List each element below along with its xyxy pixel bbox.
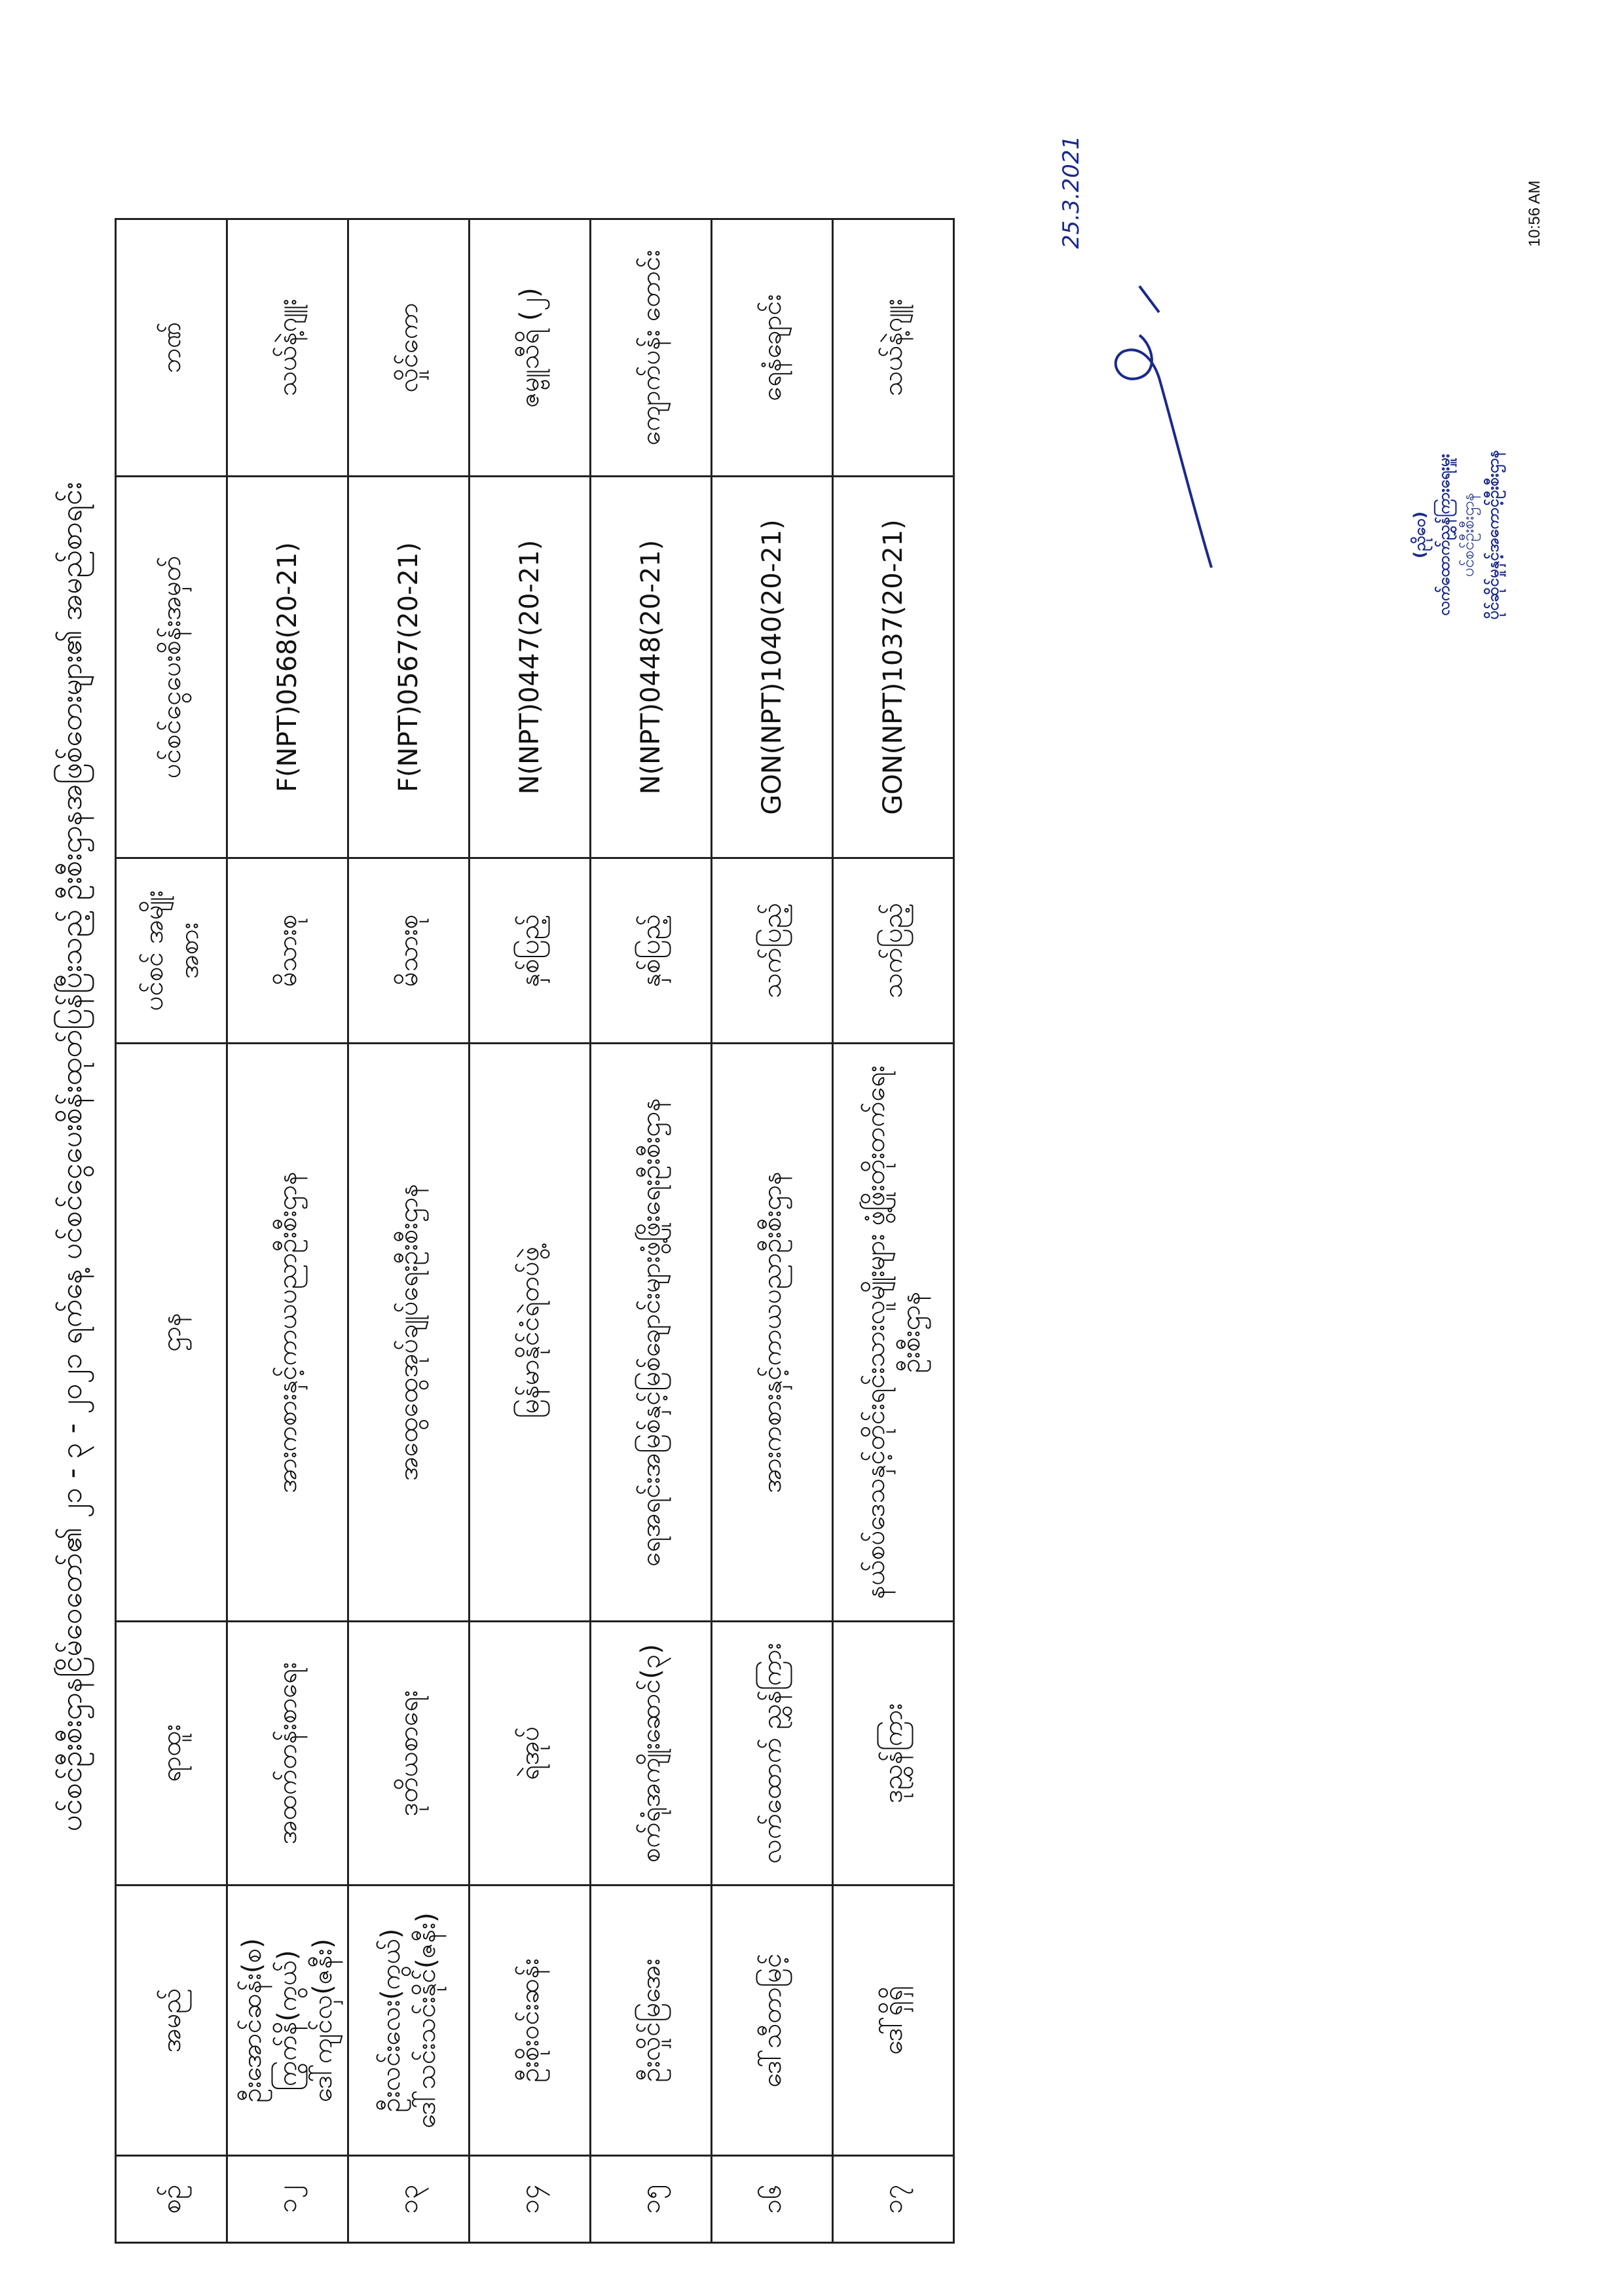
header-bank: ဘဏ်	[116, 219, 227, 477]
table-header-row	[116, 219, 227, 2243]
row-number: ၁၆	[712, 2156, 833, 2243]
row-bank: သယ်နဲ့ဂျူး	[227, 219, 348, 477]
header-rank: ရာထူး	[116, 1622, 227, 1886]
stamp-date: 25.3.2021	[1058, 136, 1084, 249]
row-rank: ရဲအုပ်	[470, 1622, 591, 1886]
row-pension-type: သက်ပြည့်	[712, 858, 833, 1044]
header-department: ဌာန	[116, 1044, 227, 1622]
table-row	[591, 219, 712, 2243]
row-department: အထွေထွေအုပ်ချုပ်ရေးဦးစီးဌာန	[348, 1044, 470, 1622]
row-pension-type: နှစ်ပြည့်	[591, 858, 712, 1044]
scan-timestamp: 10:56 AM	[1526, 180, 1543, 247]
header-pension-type: ပင်စင် အမျိုးအစား	[116, 858, 227, 1044]
row-department: အားကစားနှင့်ကာယပညာဦးစီးဌာန	[712, 1044, 833, 1622]
row-rank: ဒုတိယစာရေး	[348, 1622, 470, 1886]
row-bank: ရေနံချောင်း	[712, 219, 833, 477]
official-stamp	[1054, 109, 1089, 515]
name-line: ကြွက်နိ(ကွယ်)	[272, 1950, 303, 2091]
row-rank: ဒုညွှန်ကြား	[833, 1622, 954, 1886]
name-line: ဒေါ်ရှိရှိ	[878, 1986, 908, 2055]
row-permit-number: N(NPT)0448(20-21)	[591, 477, 712, 858]
row-permit-number: N(NPT)0447(20-21)	[470, 477, 591, 858]
signature	[1061, 5, 1297, 594]
row-number: ၁၇	[833, 2156, 954, 2243]
pension-register-table	[115, 218, 955, 2244]
table-row	[712, 219, 833, 2243]
row-department: အားကစားနှင့်ကာယပညာဦးစီးဌာန	[227, 1044, 348, 1622]
table-row	[833, 219, 954, 2243]
row-number: ၁၃	[348, 2156, 470, 2243]
name-line: ဦးလှိုင်မြအေး	[636, 1958, 666, 2083]
row-bank: ကျောက်ပန်း တောင်း	[591, 219, 712, 477]
table-row	[348, 219, 470, 2243]
row-name	[712, 1886, 833, 2156]
row-rank: စက်ရုံအကျိုးဆောင်(၃)	[591, 1622, 712, 1886]
name-line: ဒေါ်ကျင်လှ(ဇနီး)	[308, 1938, 338, 2103]
row-name	[227, 1886, 348, 2156]
row-name	[833, 1886, 954, 2156]
table-row	[470, 219, 591, 2243]
signatory-block	[1408, 332, 1505, 738]
name-line: ဦးစိုးဝင်းဆန်း	[515, 1958, 545, 2083]
header-number: စဉ်	[116, 2156, 227, 2243]
row-permit-number: GON(NPT)1040(20-21)	[712, 477, 833, 858]
row-number: ၁၂	[227, 2156, 348, 2243]
row-number: ၁၄	[470, 2156, 591, 2243]
row-pension-type: မိသားစု	[227, 858, 348, 1044]
row-name	[591, 1886, 712, 2156]
stamp-line: (ညိုဝေ)	[1411, 511, 1429, 558]
row-permit-number: F(NPT)0568(20-21)	[227, 477, 348, 858]
row-name	[348, 1886, 470, 2156]
row-pension-type: နှစ်ပြည့်	[470, 858, 591, 1044]
name-line: ဦးအောင်ဆန်း(စ)	[237, 1938, 267, 2103]
stamp-line: ပင်စင်ဦးစီးဌာန	[1459, 492, 1478, 577]
row-pension-type: မိသားစု	[348, 858, 470, 1044]
row-bank: သယ်နဲ့ဂျူး	[833, 219, 954, 477]
row-name	[470, 1886, 591, 2156]
row-permit-number: GON(NPT)1037(20-21)	[833, 477, 954, 858]
table-row	[227, 219, 348, 2243]
name-line: ဦးလင်းလေး(ကွယ်)	[376, 1928, 406, 2113]
row-number: ၁၅	[591, 2156, 712, 2243]
row-bank: လှိုင်ကော	[348, 219, 470, 477]
row-bank: ဇမ္ဗူသီရိ (၂)	[470, 219, 591, 477]
row-department: မြန်မာနိုင်ငံရဲတပ်ဖွဲ့	[470, 1044, 591, 1622]
row-rank: အထက်တန်းစာရေး	[227, 1622, 348, 1886]
row-rank: လက်ထောက် ညွှန်ကြား	[712, 1622, 833, 1886]
row-department: ရေအရင်းအမြစ်နှင့်မြစ်ချောင်းများဖွံ့ဖြိုးရေးဦးစီးဌာန	[591, 1044, 712, 1622]
header-name: အမည်	[116, 1886, 227, 2156]
document-title: ပင်စင်ဦးစီးဌာနငြိမ်ဝေတော်၏ ၂၁ - ၃ - ၂၀၂၁ ရက်နေ့ ပင်စင်ငွေပေးစိန်းထုတ်ပြန်ပြီးသည့် ဦးစီးဌာနအဖြစ်တေးများ၏ အမည်စာရင်း	[55, 482, 88, 1832]
name-line: ဒေါ်သင်းသင်းနိုင်(ဇနီး)	[411, 1912, 441, 2128]
stamp-line: လက်ထောက်ညွှန်ကြားရေးမှူး	[1435, 454, 1454, 616]
row-pension-type: သက်ပြည့်	[833, 858, 954, 1044]
name-line: ဒေါ်သီတာမြင့်	[757, 1953, 787, 2088]
row-department: နယ်စပ်ဒေသနှင့်တိုင်းရင်းသားလူမျိုးများ ဖွံ့ဖြိုးတိုးတက်ရေးဦးစီးဌာန	[833, 1044, 954, 1622]
stamp-line: ပိုင်ဆိုင်မှုနှင့်အကောင့်ဦးစီးဌာန	[1483, 450, 1502, 620]
header-permit-number: ပင်စင်ငွေပေးစိန်းအမှတ်	[116, 477, 227, 858]
row-permit-number: F(NPT)0567(20-21)	[348, 477, 470, 858]
